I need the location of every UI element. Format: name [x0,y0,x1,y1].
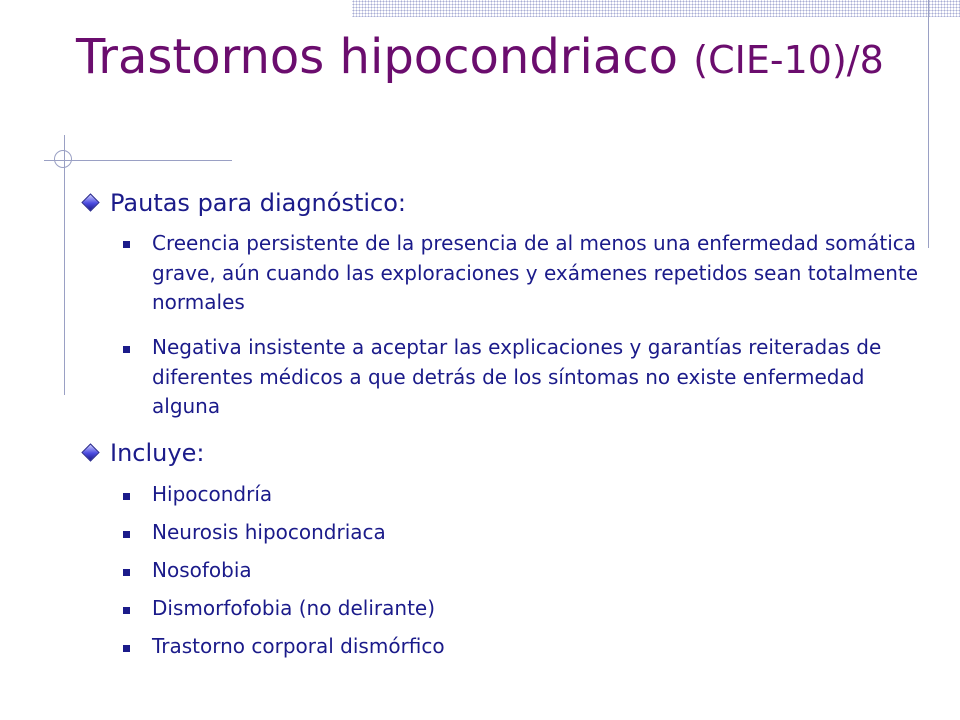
list-item: Dismorfofobia (no delirante) [152,596,436,620]
square-bullet-icon [123,569,130,576]
section-heading: Pautas para diagnóstico: [110,189,406,217]
list-item: Negativa insistente a aceptar las explicaciones y garantías reiteradas de diferentes médicos a que detrás de los síntomas no existe enfermedad alguna [152,335,882,418]
square-bullet-icon [123,645,130,652]
list-item: Neurosis hipocondriaca [152,520,386,544]
slide-title [76,28,896,89]
square-bullet-icon [123,346,130,353]
decorative-line-right [928,0,929,248]
title-underline [44,160,232,161]
diamond-bullet-icon [81,443,99,461]
decorative-line-left [64,135,65,395]
square-bullet-icon [123,493,130,500]
title-main: Trastornos hipocondriaco [76,29,694,85]
square-bullet-icon [123,531,130,538]
list-item: Nosofobia [152,558,252,582]
list-item: Trastorno corporal dismórfico [152,634,445,658]
section-heading: Incluye: [110,439,205,467]
list-item: Creencia persistente de la presencia de al menos una enfermedad somática grave, aún cuando las exploraciones y exámenes repetidos sean totalmente normales [152,231,919,314]
decorative-pattern-bar [352,0,960,17]
diamond-bullet-icon [81,193,99,211]
title-suffix: (CIE-10)/8 [693,38,884,82]
crosshair-circle-icon [54,150,72,168]
square-bullet-icon [123,607,130,614]
square-bullet-icon [123,241,130,248]
list-item: Hipocondría [152,482,273,506]
